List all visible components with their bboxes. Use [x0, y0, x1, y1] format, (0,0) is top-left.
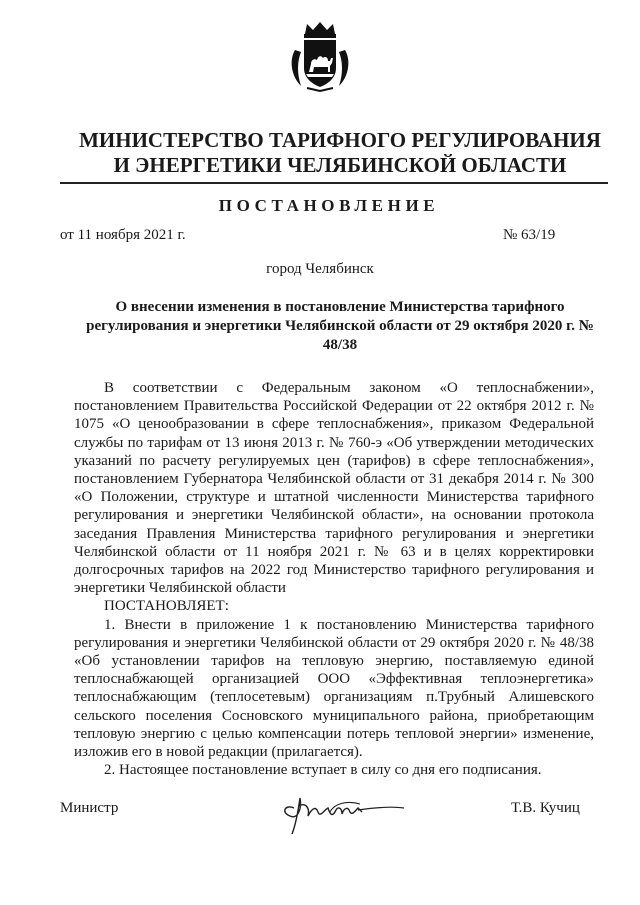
signer-position: Министр [60, 800, 119, 816]
document-date: от 11 ноября 2021 г. [60, 227, 186, 243]
document-city: город Челябинск [266, 261, 374, 277]
signer-name: Т.В. Кучиц [511, 800, 580, 816]
document-body [74, 379, 594, 779]
document-subject: О внесении изменения в постановление Министерства тарифного регулирования и энергетики Челябинской области от 29 октября 2020 г. № 48/38 [86, 299, 594, 353]
preamble-paragraph: В соответствии с Федеральным законом «О теплоснабжении», постановлением Правительства Российской Федерации от 22 октября 2012 г. № 1075 «О ценообразовании в сфере теплоснабжения», приказом Федеральной службы по тарифам от 13 июня 2013 г. № 760-э «Об утверждении методических указаний по расчету регулируемых цен (тарифов) в сфере теплоснабжения», постановлением Губернатора Челябинской области от 31 декабря 2014 г. № 300 «О Положении, структуре и штатной численности Министерства тарифного регулирования и энергетики Челябинской области», на основании протокола заседания Правления Министерства тарифного регулирования и энергетики Челябинской области от 11 ноября 2021 г. № 63 и в целях корректировки долгосрочных тарифов на 2022 год Министерство тарифного регулирования и энергетики Челябинской области [74, 380, 594, 597]
document-type: ПОСТАНОВЛЕНИЕ [218, 196, 440, 215]
handwritten-signature [272, 778, 422, 838]
header-divider [60, 182, 608, 184]
item-2-paragraph: 2. Настоящее постановление вступает в силу со дня его подписания. [104, 762, 542, 779]
ministry-name-line2: И ЭНЕРГЕТИКИ ЧЕЛЯБИНСКОЙ ОБЛАСТИ [113, 153, 567, 177]
item-1-paragraph: 1. Внести в приложение 1 к постановлению Министерства тарифного регулирования и энергетики Челябинской области от 29 октября 2020 г. № 48/38 «Об установлении тарифов на тепловую энергию, поставляемую единой теплоснабжающей организацией ООО «Эффективная теплоэнергетика» теплоснабжающим (теплосетевым) организациям п.Трубный Алишевского сельского поселения Сосновского муниципального района, приобретающим тепловую энергию с целью компенсации потерь тепловой энергии» изменение, изложив его в новой редакции (прилагается). [74, 616, 594, 761]
resolves-heading: ПОСТАНОВЛЯЕТ: [104, 598, 229, 615]
coat-of-arms-icon [287, 20, 353, 92]
ministry-name-line1: МИНИСТЕРСТВО ТАРИФНОГО РЕГУЛИРОВАНИЯ [79, 128, 601, 152]
document-number: № 63/19 [503, 227, 556, 243]
